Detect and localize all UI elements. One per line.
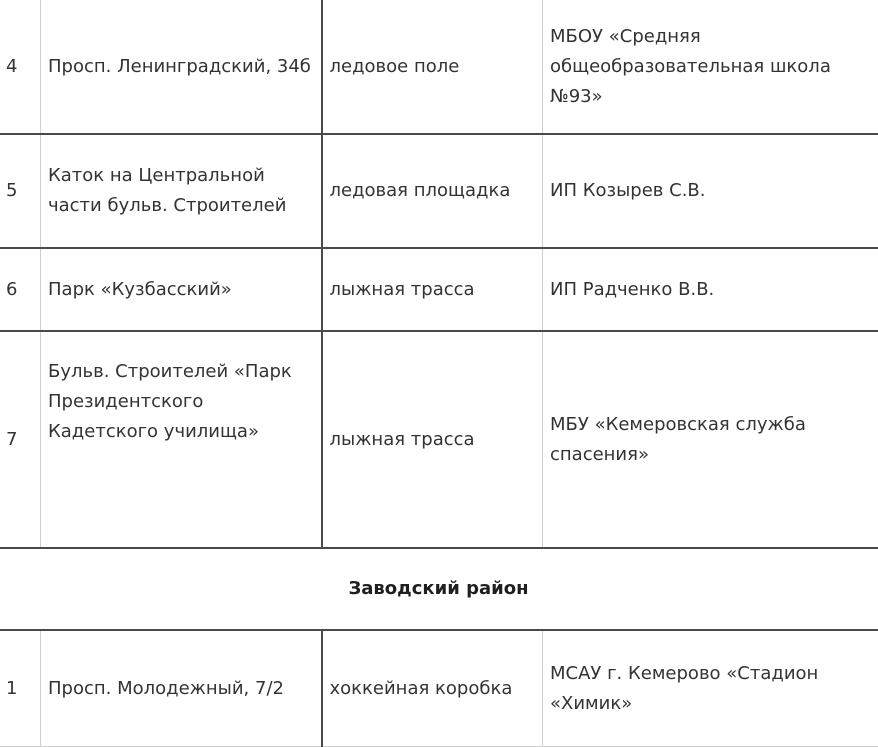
row-number: 6 bbox=[0, 248, 41, 331]
venue-address: Бульв. Строителей «Парк Президентского Кадетского училища» bbox=[41, 331, 322, 548]
venue-operator: ИП Козырев С.В. bbox=[543, 134, 878, 248]
venue-type: хоккейная коробка bbox=[322, 630, 543, 747]
table-row bbox=[0, 331, 878, 548]
table-row bbox=[0, 0, 878, 134]
venue-type: лыжная трасса bbox=[322, 248, 543, 331]
section-row bbox=[0, 548, 878, 630]
venue-address: Каток на Центральной части бульв. Строителей bbox=[41, 134, 322, 248]
row-number: 1 bbox=[0, 630, 41, 747]
venue-operator: МБОУ «Средняя общеобразовательная школа №93» bbox=[543, 0, 878, 134]
venue-type: ледовое поле bbox=[322, 0, 543, 134]
venue-address: Просп. Ленинградский, 34б bbox=[41, 0, 322, 134]
venue-operator: ИП Радченко В.В. bbox=[543, 248, 878, 331]
row-number: 5 bbox=[0, 134, 41, 248]
table-row bbox=[0, 630, 878, 747]
venue-address: Парк «Кузбасский» bbox=[41, 248, 322, 331]
row-number: 4 bbox=[0, 0, 41, 134]
venue-operator: МБУ «Кемеровская служба спасения» bbox=[543, 331, 878, 548]
venue-operator: МСАУ г. Кемерово «Стадион «Химик» bbox=[543, 630, 878, 747]
venue-type: ледовая площадка bbox=[322, 134, 543, 248]
table-row bbox=[0, 248, 878, 331]
row-number: 7 bbox=[0, 331, 41, 548]
table-row bbox=[0, 134, 878, 248]
venue-type: лыжная трасса bbox=[322, 331, 543, 548]
venue-address: Просп. Молодежный, 7/2 bbox=[41, 630, 322, 747]
section-title: Заводский район bbox=[0, 548, 878, 630]
